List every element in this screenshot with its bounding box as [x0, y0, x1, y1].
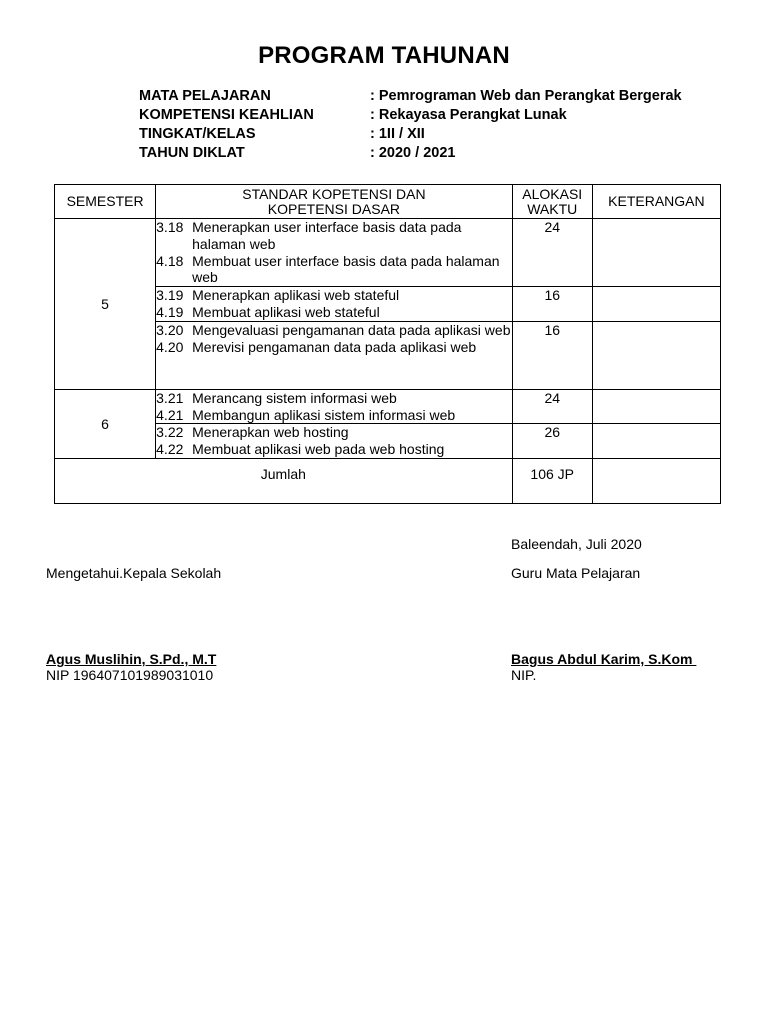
kd-item [156, 339, 512, 356]
kd-cell [156, 219, 513, 287]
keterangan-cell [592, 458, 720, 503]
keterangan-cell [592, 219, 720, 287]
kd-number: 4.19 [156, 303, 184, 320]
header-standar-kompetensi [156, 185, 513, 219]
kd-item [156, 390, 512, 407]
header-alokasi-waktu [512, 185, 592, 219]
kd-cell [156, 389, 513, 424]
kd-number: 3.19 [156, 287, 184, 304]
alokasi-cell: 16 [512, 321, 592, 389]
kd-text: Membuat user interface basis data pada halaman web [192, 252, 500, 286]
right-signer-name: Bagus Abdul Karim, S.Kom [511, 651, 697, 667]
meta-value: : 2020 / 2021 [370, 145, 456, 161]
meta-label: KOMPETENSI KEAHLIAN [139, 107, 314, 123]
kd-number: 3.18 [156, 219, 184, 235]
jumlah-row [55, 458, 721, 503]
header-kd-line: STANDAR KOPETENSI DAN [242, 185, 426, 202]
table-row [55, 389, 721, 424]
kd-item [156, 287, 512, 304]
header-alokasi-line: WAKTU [527, 200, 578, 217]
kd-text: Merancang sistem informasi web [192, 389, 397, 406]
meta-value: : Pemrograman Web dan Perangkat Bergerak [370, 88, 682, 104]
kd-text: Menerapkan user interface basis data pada halaman web [192, 219, 462, 252]
jumlah-value: 106 JP [512, 458, 592, 503]
kd-item [156, 407, 512, 424]
left-signer-nip: NIP 196407101989031010 [46, 667, 214, 683]
keterangan-cell [592, 389, 720, 424]
place-date: Baleendah, Juli 2020 [511, 536, 642, 552]
header-semester: SEMESTER [55, 185, 156, 219]
meta-label: MATA PELAJARAN [139, 88, 271, 104]
header-kd-line: KOPETENSI DASAR [267, 200, 401, 217]
left-signer-name: Agus Muslihin, S.Pd., M.T [46, 651, 217, 667]
kd-text: Membangun aplikasi sistem informasi web [192, 406, 456, 423]
kd-item [156, 304, 512, 321]
keterangan-cell [592, 321, 720, 389]
kd-cell [156, 321, 513, 389]
kd-number: 3.20 [156, 321, 184, 338]
kd-item [156, 253, 512, 287]
kd-text: Membuat aplikasi web stateful [192, 303, 380, 320]
right-signer-nip: NIP. [511, 667, 537, 683]
document-title: PROGRAM TAHUNAN [258, 42, 510, 69]
kd-number: 4.20 [156, 338, 184, 355]
alokasi-cell: 26 [512, 424, 592, 459]
kd-text: Menerapkan web hosting [192, 424, 349, 441]
kd-number: 4.18 [156, 252, 184, 269]
program-tahunan-table [54, 184, 721, 504]
right-signer-role: Guru Mata Pelajaran [511, 565, 641, 581]
meta-value: : Rekayasa Perangkat Lunak [370, 107, 567, 123]
kd-item [156, 441, 512, 458]
kd-text: Mengevaluasi pengamanan data pada aplikasi web [192, 321, 511, 338]
jumlah-label: Jumlah [55, 458, 513, 503]
meta-value: : 1II / XII [370, 126, 425, 142]
kd-number: 3.22 [156, 424, 184, 441]
table-row [55, 219, 721, 287]
kd-cell [156, 424, 513, 459]
kd-item [156, 322, 512, 339]
left-signer-role: Mengetahui.Kepala Sekolah [46, 565, 222, 581]
alokasi-cell: 24 [512, 219, 592, 287]
kd-text: Membuat aplikasi web pada web hosting [192, 441, 445, 458]
header-alokasi-line: ALOKASI [522, 185, 583, 202]
kd-number: 4.21 [156, 406, 184, 423]
alokasi-cell: 16 [512, 287, 592, 322]
kd-text: Menerapkan aplikasi web stateful [192, 287, 400, 304]
kd-cell [156, 287, 513, 322]
header-keterangan: KETERANGAN [592, 185, 720, 219]
kd-item [156, 424, 512, 441]
kd-item [156, 219, 512, 253]
meta-label: TINGKAT/KELAS [139, 126, 256, 142]
kd-text: Merevisi pengamanan data pada aplikasi web [192, 338, 477, 355]
semester-cell: 6 [55, 389, 156, 458]
table-header-row [55, 185, 721, 219]
kd-number: 3.21 [156, 389, 184, 406]
semester-cell: 5 [55, 219, 156, 390]
alokasi-cell: 24 [512, 389, 592, 424]
keterangan-cell [592, 287, 720, 322]
kd-number: 4.22 [156, 441, 184, 458]
keterangan-cell [592, 424, 720, 459]
meta-label: TAHUN DIKLAT [139, 145, 245, 161]
